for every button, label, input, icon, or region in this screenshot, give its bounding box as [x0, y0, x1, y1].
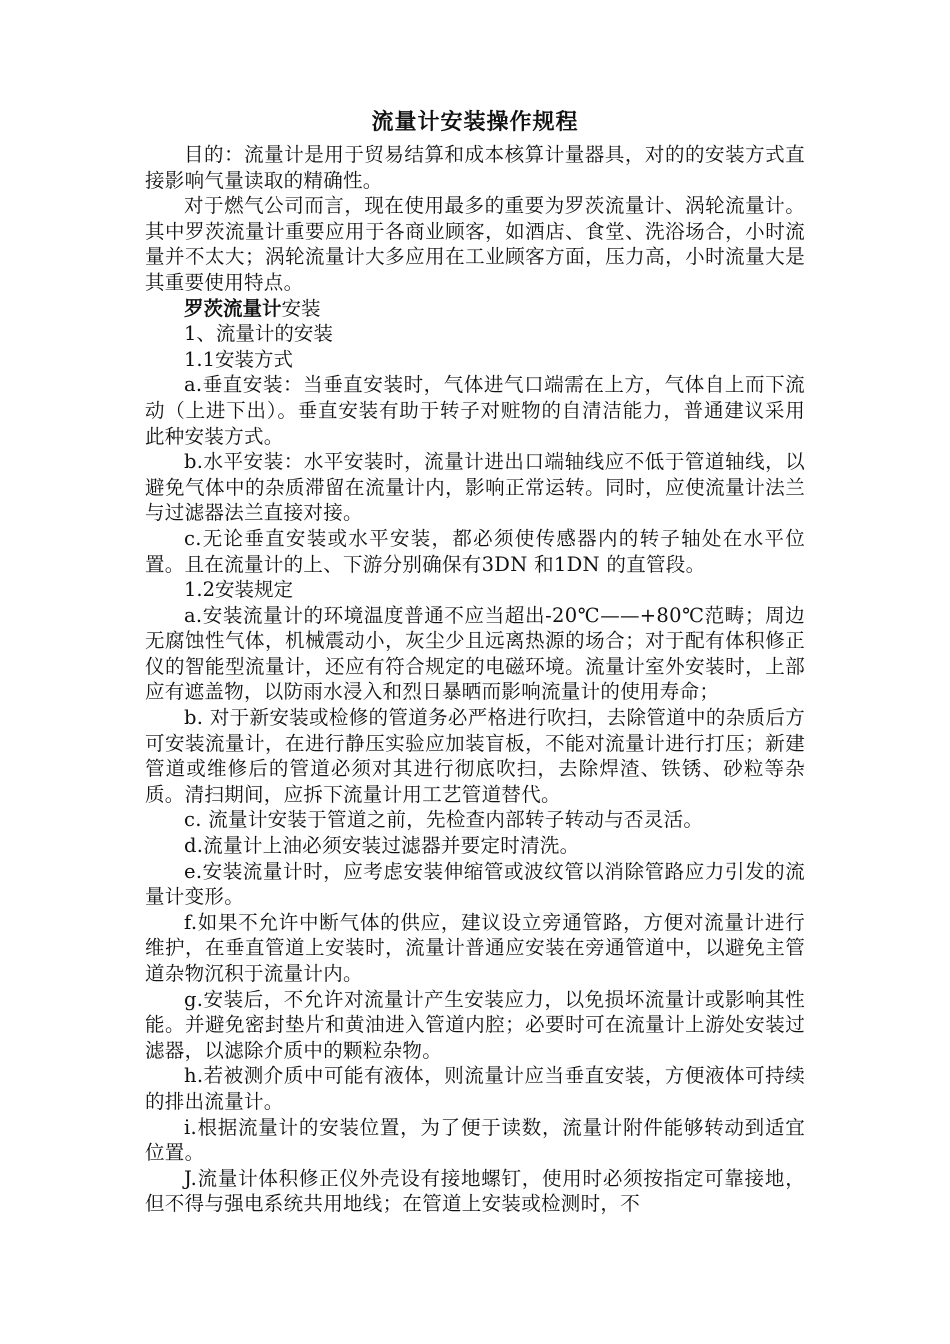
purpose-paragraph: 目的：流量计是用于贸易结算和成本核算计量器具，对的的安装方式直接影响气量读取的精确性。	[145, 143, 805, 192]
section-heading	[145, 296, 805, 322]
install-rule-d: d.流量计上油必须安装过滤器并要定时清洗。	[184, 834, 580, 858]
install-rule-e: e.安装流量计时，应考虑安装伸缩管或波纹管以消除管路应力引发的流量计变形。	[145, 859, 805, 909]
install-rule-b: b. 对于新安装或检修的管道务必严格进行吹扫，去除管道中的杂质后方可安装流量计，在进行静压实验应加装盲板，不能对流量计进行打压；新建管道或维修后的管道必须对其进行彻底吹扫，去除焊渣、铁锈、砂粒等杂质。清扫期间，应拆下流量计用工艺管道替代。	[145, 706, 805, 806]
install-rule-i: i.根据流量计的安装位置，为了便于读数，流量计附件能够转动到适宜位置。	[145, 1115, 805, 1165]
install-rule-f: f.如果不允许中断气体的供应，建议设立旁通管路，方便对流量计进行维护，在垂直管道上安装时，流量计普通应安装在旁通管道中，以避免主管道杂物沉积于流量计内。	[145, 910, 805, 985]
install-rule-h: h.若被测介质中可能有液体，则流量计应当垂直安装，方便液体可持续的排出流量计。	[145, 1064, 805, 1113]
install-rule-c: c. 流量计安装于管道之前，先检查内部转子转动与否灵活。	[184, 808, 704, 832]
install-rule-j: J.流量计体积修正仪外壳设有接地螺钉，使用时必须按指定可靠接地，但不得与强电系统共用地线；在管道上安装或检测时，不	[145, 1166, 805, 1216]
install-rule-g: g.安装后，不允许对流量计产生安装应力，以免损坏流量计或影响其性能。并避免密封垫片和黄油进入管道内腔；必要时可在流量计上游处安装过滤器，以滤除介质中的颗粒杂物。	[145, 987, 805, 1062]
page-title: 流量计安装操作规程	[371, 109, 579, 135]
install-rule-a: a.安装流量计的环境温度普通不应当超出-20℃——+80℃范畴；周边无腐蚀性气体，机械震动小，灰尘少且远离热源的场合；对于配有体积修正仪的智能型流量计，还应有符合规定的电磁环境。流量计室外安装时，上部应有遮盖物，以防雨水浸入和烈日暴晒而影响流量计的使用寿命；	[145, 603, 805, 704]
install-method-a: a.垂直安装：当垂直安装时，气体进气口端需在上方，气体自上而下流动（上进下出）。垂直安装有助于转子对赃物的自清洁能力，普通建议采用此种安装方式。	[145, 373, 805, 448]
document-body	[145, 102, 805, 1217]
install-method-b: b.水平安装：水平安装时，流量计进出口端轴线应不低于管道轴线，以避免气体中的杂质滞留在流量计内，影响正常运转。同时，应使流量计法兰与过滤器法兰直接对接。	[145, 450, 805, 525]
intro-paragraph: 对于燃气公司而言，现在使用最多的重要为罗茨流量计、涡轮流量计。其中罗茨流量计重要应用于各商业顾客，如酒店、食堂、洗浴场合，小时流量并不太大；涡轮流量计大多应用在工业顾客方面，压力高，小时流量大是其重要使用特点。	[145, 194, 805, 294]
section-heading-bold: 罗茨流量计	[184, 296, 282, 320]
section-heading-normal: 安装	[281, 296, 321, 320]
subheading-installation: 1、流量计的安装	[184, 322, 333, 346]
subheading-install-methods: 1.1安装方式	[184, 347, 294, 371]
subheading-install-rules: 1.2安装规定	[184, 578, 294, 602]
install-method-c: c.无论垂直安装或水平安装，都必须使传感器内的转子轴处在水平位置。且在流量计的上、下游分别确保有3DN 和1DN 的直管段。	[145, 526, 805, 576]
